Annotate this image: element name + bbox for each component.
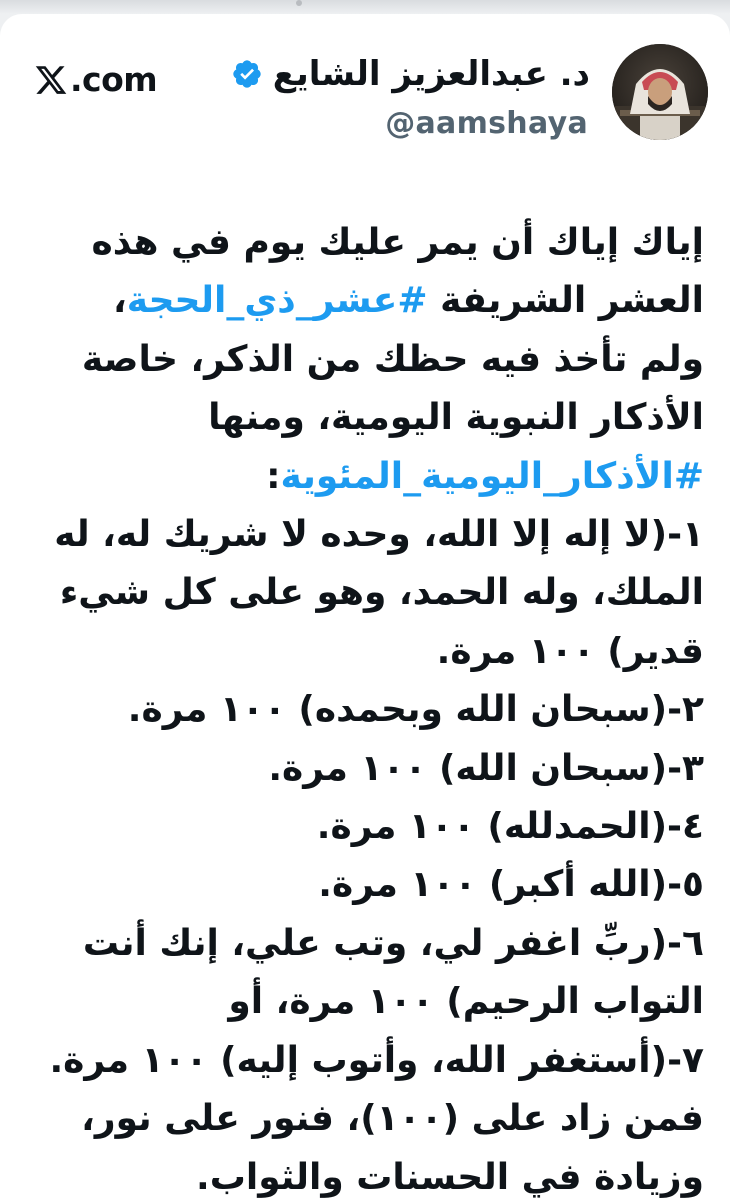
tweet-text-segment: ٥-(الله أكبر) ١٠٠ مرة.	[318, 864, 704, 906]
tweet-text-segment: :	[266, 455, 281, 497]
top-status-strip	[0, 0, 730, 14]
status-dot	[296, 0, 302, 6]
tweet-text-segment: التواب الرحيم) ١٠٠ مرة، أو	[228, 981, 704, 1023]
tweet-card	[0, 14, 730, 1200]
tweet-line	[26, 740, 704, 798]
tweet-text-segment: ١-(لا إله إلا الله، وحده لا شريك له، له	[54, 514, 704, 556]
tweet-line	[26, 389, 704, 447]
tweet-line	[26, 915, 704, 973]
tweet-text-segment: ٣-(سبحان الله) ١٠٠ مرة.	[268, 747, 704, 789]
tweet-line	[26, 623, 704, 681]
tweet-line	[26, 272, 704, 330]
tweet-text-segment: وزيادة في الحسنات والثواب.	[196, 1156, 704, 1198]
tweet-line	[26, 798, 704, 856]
author-avatar[interactable]	[612, 44, 708, 140]
tweet-text-segment: قدير) ١٠٠ مرة.	[436, 630, 704, 672]
author-name-row[interactable]	[231, 54, 590, 94]
site-watermark	[34, 60, 157, 99]
tweet-text-segment: إياك إياك أن يمر عليك يوم في هذه	[91, 222, 704, 263]
hashtag-link[interactable]: #الأذكار_اليومية_المئوية	[280, 455, 704, 497]
tweet-line	[26, 506, 704, 564]
tweet-line	[26, 214, 704, 272]
tweet-line	[26, 1149, 704, 1200]
hashtag-link[interactable]: #عشر_ذي_الحجة	[126, 280, 428, 322]
author-display-name: د. عبدالعزيز الشايع	[272, 54, 590, 94]
tweet-text-segment: ،	[113, 280, 127, 322]
tweet-line	[26, 448, 704, 506]
tweet-text-segment: ٢-(سبحان الله وبحمده) ١٠٠ مرة.	[127, 689, 704, 731]
avatar-photo	[612, 44, 708, 140]
tweet-text-segment: الأذكار النبوية اليومية، ومنها	[208, 397, 704, 439]
tweet-line	[26, 1090, 704, 1148]
tweet-line	[26, 1032, 704, 1090]
tweet-line	[26, 564, 704, 622]
x-logo-icon	[34, 63, 68, 97]
tweet-text-segment: الملك، وله الحمد، وهو على كل شيء	[59, 572, 704, 614]
tweet-line	[26, 856, 704, 914]
tweet-text-segment: العشر الشريفة	[427, 280, 704, 322]
verified-badge-icon	[231, 58, 263, 90]
tweet-text-segment: ولم تأخذ فيه حظك من الذكر، خاصة	[81, 338, 704, 380]
author-handle[interactable]: @aamshaya	[385, 106, 588, 141]
tweet-body	[26, 214, 704, 1200]
tweet-text-segment: ٦-(ربِّ اغفر لي، وتب علي، إنك أنت	[82, 922, 704, 964]
tweet-text-segment: ٧-(أستغفر الله، وأتوب إليه) ١٠٠ مرة.	[49, 1039, 704, 1081]
tweet-line	[26, 331, 704, 389]
tweet-line	[26, 973, 704, 1031]
tweet-text-segment: ٤-(الحمدلله) ١٠٠ مرة.	[316, 806, 704, 848]
tweet-line	[26, 681, 704, 739]
site-domain: .com	[70, 60, 158, 99]
tweet-text-segment: فمن زاد على (١٠٠)، فنور على نور،	[81, 1098, 704, 1140]
tweet-header	[20, 38, 710, 148]
